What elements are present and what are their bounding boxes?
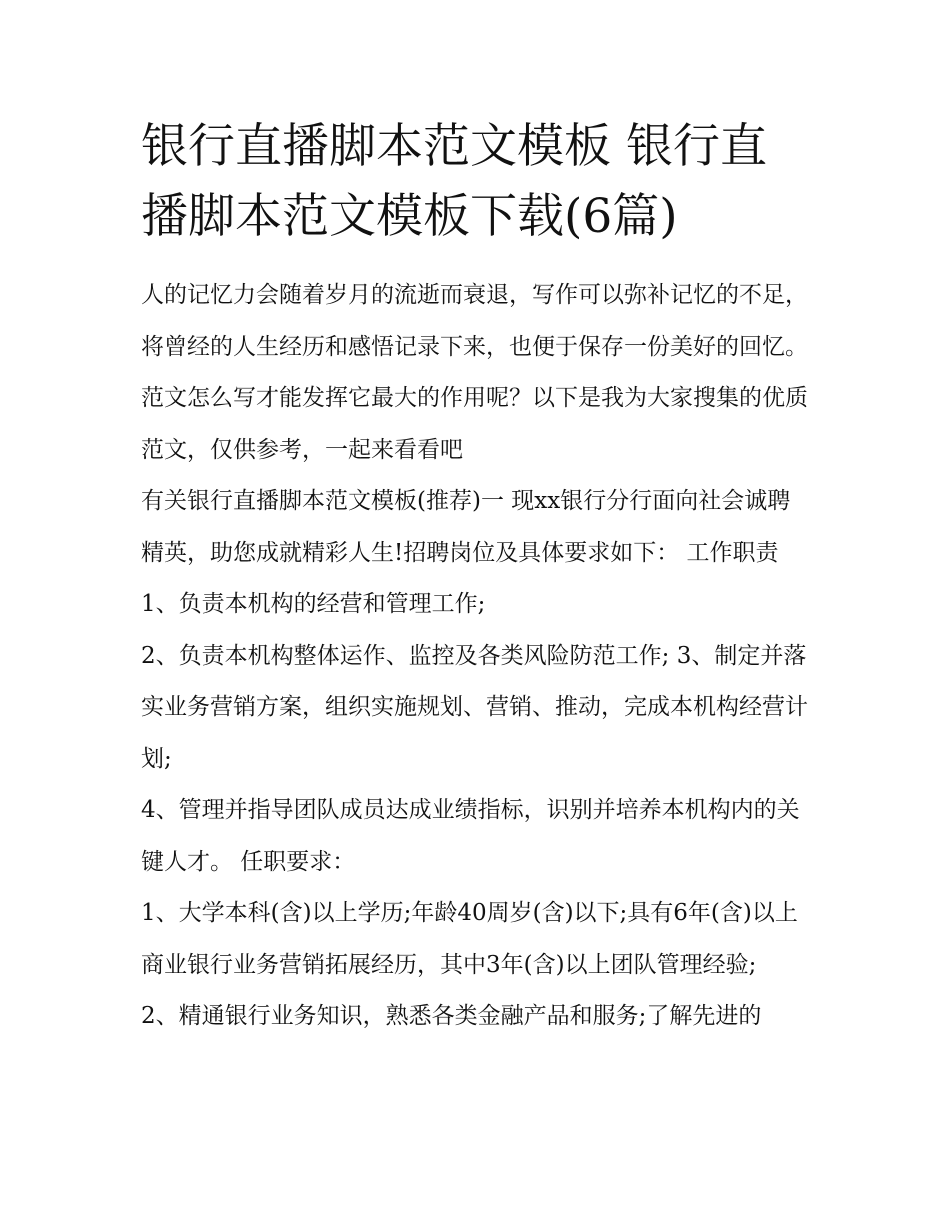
document-body xyxy=(141,112,813,1043)
paragraph-duty-2-3: 2、负责本机构整体运作、监控及各类风险防范工作; 3、制定并落实业务营销方案，组织实施规划、营销、推动，完成本机构经营计划; xyxy=(141,642,808,772)
paragraph-intro: 人的记忆力会随着岁月的流逝而衰退，写作可以弥补记忆的不足，将曾经的人生经历和感悟记录下来，也便于保存一份美好的回忆。范文怎么写才能发挥它最大的作用呢？以下是我为大家搜集的优质范文，仅供参考，一起来看看吧 xyxy=(141,282,808,463)
paragraph-job-posting: 有关银行直播脚本范文模板(推荐)一 现xx银行分行面向社会诚聘精英，助您成就精彩人生!招聘岗位及具体要求如下： 工作职责 1、负责本机构的经营和管理工作; xyxy=(141,488,791,617)
paragraph-requirement-1: 1、大学本科(含)以上学历;年龄40周岁(含)以下;具有6年(含)以上商业银行业务营销拓展经历，其中3年(含)以上团队管理经验; xyxy=(141,900,798,978)
paragraph-requirement-2: 2、精通银行业务知识，熟悉各类金融产品和服务;了解先进的 xyxy=(141,1003,762,1029)
document-title: 银行直播脚本范文模板 银行直播脚本范文模板下载(6篇) xyxy=(141,119,767,244)
paragraph-duty-4: 4、管理并指导团队成员达成业绩指标，识别并培养本机构内的关键人才。 任职要求： xyxy=(141,797,800,875)
